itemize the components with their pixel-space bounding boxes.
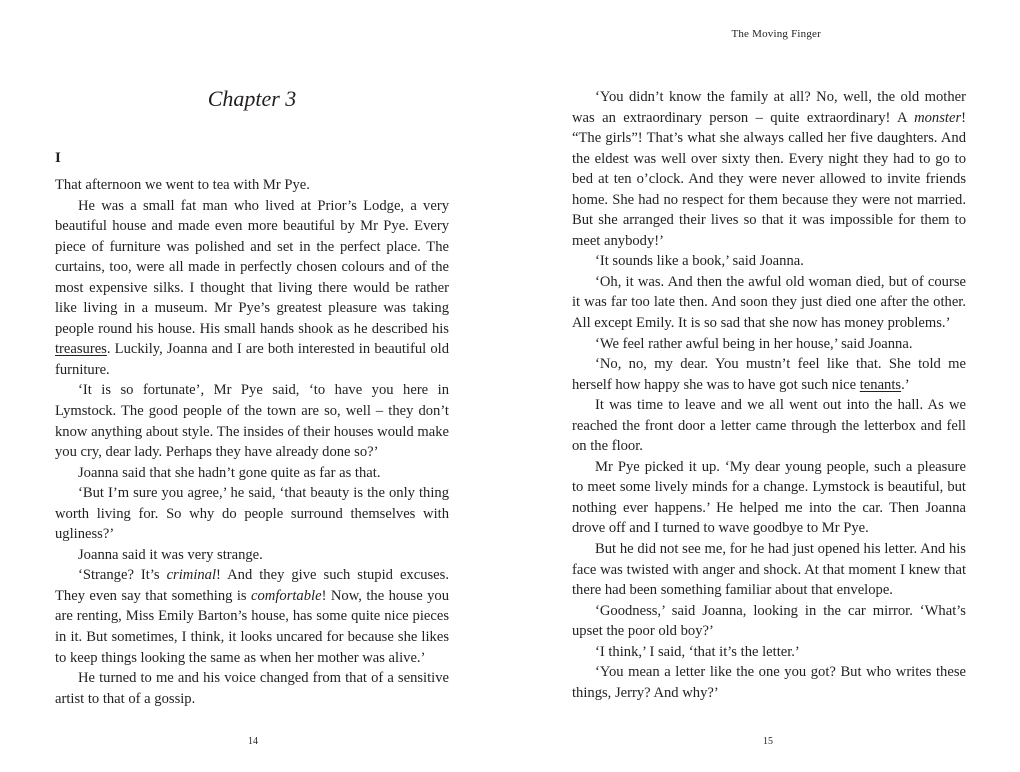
glossary-word: treasures bbox=[55, 341, 107, 358]
paragraph bbox=[55, 483, 449, 545]
paragraph bbox=[55, 463, 449, 484]
emphasis-text: comfortable bbox=[251, 587, 322, 604]
paragraph bbox=[55, 196, 449, 381]
section-number: I bbox=[55, 150, 61, 166]
text-run: Mr Pye picked it up. ‘My dear young people, such a pleasure to meet some lively minds for a change. Lymstock is beautiful, but nothing ever happens.’ He helped me into the car. Then Joanna drove off and I turned to wave goodbye to Mr Pye. bbox=[572, 458, 966, 537]
text-run: But he did not see me, for he had just opened his letter. And his face was twisted with anger and shock. At that moment I knew that there had been something familiar about that envelope. bbox=[572, 541, 966, 599]
text-run: He was a small fat man who lived at Prior’s Lodge, a very beautiful house and made even more beautiful by Mr Pye. Every piece of furniture was polished and set in the perfect place. The curtains, too, were all made in perfectly chosen colours and of the most expensive silks. I thought that living there would be rather like living in a museum. Mr Pye’s greatest pleasure was taking people round his house. His small hands shook as he described his bbox=[55, 197, 449, 337]
paragraph bbox=[572, 642, 966, 663]
chapter-title: Chapter 3 bbox=[207, 86, 297, 111]
book-title: The Moving Finger bbox=[731, 28, 821, 40]
text-run: .’ bbox=[901, 376, 910, 393]
paragraph bbox=[572, 662, 966, 703]
emphasis-text: monster bbox=[914, 109, 962, 126]
right-page bbox=[572, 0, 966, 772]
text-run: It was time to leave and we all went out into the hall. As we reached the front door a letter came through the letterbox and fell on the floor. bbox=[572, 397, 966, 455]
text-run: He turned to me and his voice changed from that of a sensitive artist to that of a gossip. bbox=[55, 670, 449, 707]
page-number-left: 14 bbox=[248, 736, 258, 747]
text-run: ‘Oh, it was. And then the awful old woman died, but of course it was far too late then. And soon they just died one after the other. All except Emily. It is so sad that she now has money problems.’ bbox=[572, 273, 966, 332]
paragraph bbox=[55, 545, 449, 566]
paragraph bbox=[572, 251, 966, 272]
text-run: ‘No, no, my dear. You mustn’t feel like that. She told me herself how happy she was to have got such nice bbox=[572, 356, 966, 393]
paragraph bbox=[572, 457, 966, 539]
paragraph bbox=[572, 601, 966, 642]
paragraph bbox=[55, 565, 449, 668]
text-run: ‘Strange? It’s bbox=[78, 567, 167, 584]
left-page-body bbox=[55, 175, 449, 709]
text-run: Joanna said that she hadn’t gone quite as far as that. bbox=[78, 464, 381, 481]
text-run: ‘We feel rather awful being in her house,’ said Joanna. bbox=[595, 335, 913, 352]
paragraph bbox=[572, 334, 966, 355]
paragraph bbox=[55, 380, 449, 462]
text-run: ! “The girls”! That’s what she always called her five daughters. And the eldest was well over sixty then. Every night they had to go to bed at ten o’clock. And they were never allowed to invite friends home. She had no respect for them because they were not married. But she arranged their lives so that it was impossible for them to meet anybody!’ bbox=[572, 109, 966, 249]
text-run: ! Now, the house you are renting, Miss Emily Barton’s house, has some quite nice pieces in it. But sometimes, I think, it looks uncared for because she likes to keep things looking the same as when her mother was alive.’ bbox=[55, 587, 450, 666]
right-page-body bbox=[572, 87, 966, 703]
paragraph bbox=[572, 272, 966, 334]
glossary-word: tenants bbox=[859, 376, 902, 393]
text-run: ‘It is so fortunate’, Mr Pye said, ‘to have you here in Lymstock. The good people of the town are so, well – they don’t know anything about style. The insides of their houses would make you cry, dear lady. Perhaps they have already done so?’ bbox=[55, 382, 449, 461]
text-run: ‘You didn’t know the family at all? No, well, the old mother was an extraordinary person – quite extraordinary! A bbox=[572, 89, 966, 126]
emphasis-text: criminal bbox=[166, 567, 217, 584]
text-run: ‘But I’m sure you agree,’ he said, ‘that beauty is the only thing worth living for. So why do people surround themselves with ugliness?’ bbox=[55, 485, 449, 543]
paragraph bbox=[572, 539, 966, 601]
text-run: ‘You mean a letter like the one you got? But who writes these things, Jerry? And why?’ bbox=[572, 664, 966, 701]
paragraph bbox=[55, 175, 449, 196]
page-number-right: 15 bbox=[763, 736, 773, 747]
paragraph bbox=[572, 354, 966, 395]
text-run: ‘It sounds like a book,’ said Joanna. bbox=[595, 253, 804, 270]
text-run: . Luckily, Joanna and I are both interested in beautiful old furniture. bbox=[55, 341, 449, 378]
paragraph bbox=[572, 87, 966, 251]
paragraph bbox=[55, 668, 449, 709]
left-page bbox=[55, 0, 449, 772]
paragraph bbox=[572, 395, 966, 457]
text-run: ‘I think,’ I said, ‘that it’s the letter.’ bbox=[595, 643, 800, 660]
text-run: ! And they give such stupid excuses. They even say that something is bbox=[55, 567, 449, 604]
text-run: Joanna said it was very strange. bbox=[78, 546, 263, 563]
text-run: That afternoon we went to tea with Mr Pye. bbox=[55, 177, 310, 193]
running-header bbox=[572, 28, 966, 40]
text-run: ‘Goodness,’ said Joanna, looking in the car mirror. ‘What’s upset the poor old boy?’ bbox=[572, 602, 966, 640]
